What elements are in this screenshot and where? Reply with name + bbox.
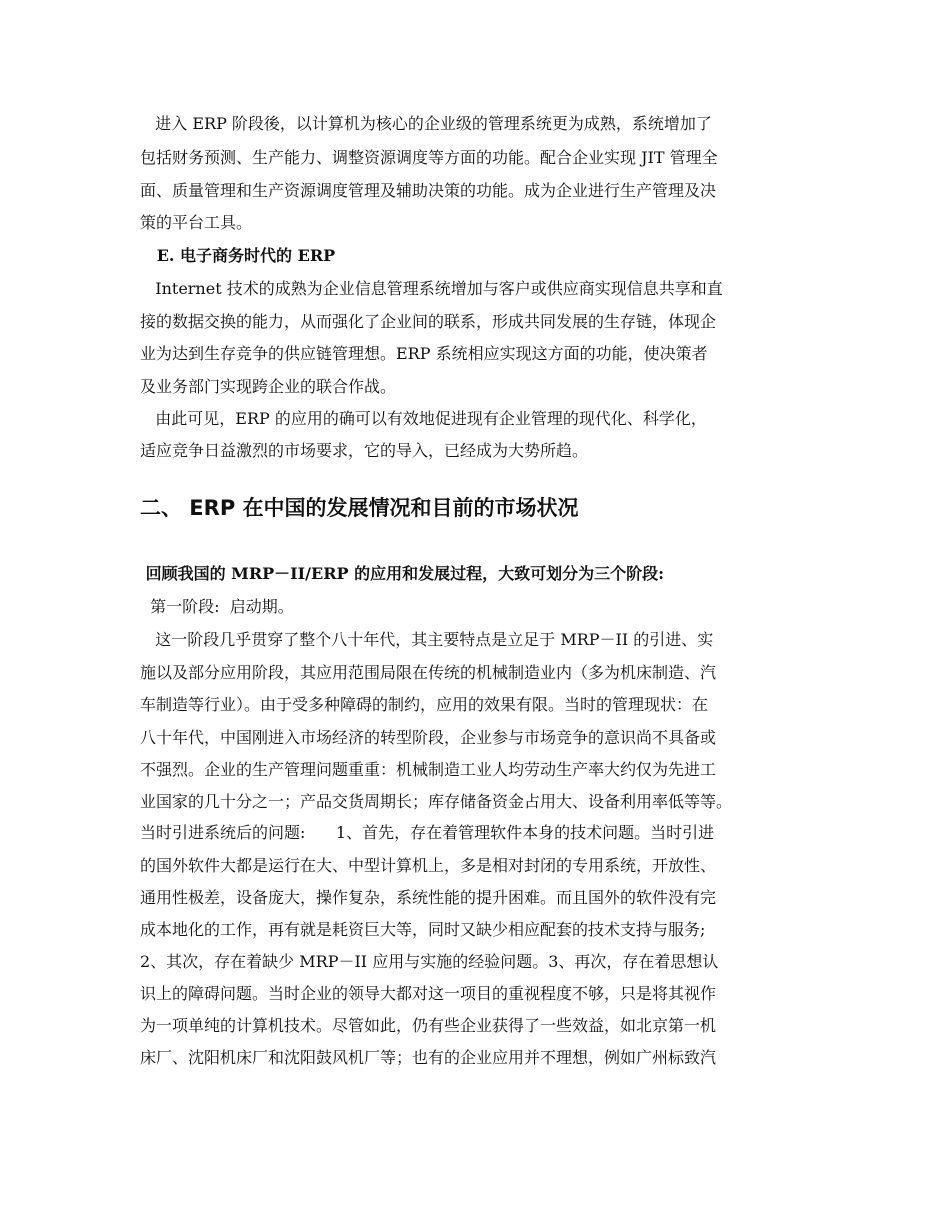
paragraph-ecommerce-line-3: 业为达到生存竞争的供应链管理想。ERP 系统相应实现这方面的功能，使决策者	[140, 344, 708, 363]
paragraph-erp-stage-line-3: 面、质量管理和生产资源调度管理及辅助决策的功能。成为企业进行生产管理及决	[140, 181, 717, 200]
paragraph-stage-one-line-11: 2、其次，存在着缺少 MRP－II 应用与实施的经验问题。3、再次，存在着思想认	[140, 952, 719, 971]
paragraph-stage-one-line-2: 施以及部分应用阶段，其应用范围局限在传统的机械制造业内（多为机床制造、汽	[140, 663, 717, 682]
paragraph-ecommerce-line-2: 接的数据交换的能力，从而强化了企业间的联系，形成共同发展的生存链，体现企	[140, 312, 717, 331]
paragraph-stage-one-line-8: 的国外软件大都是运行在大、中型计算机上，多是相对封闭的专用系统，开放性、	[140, 856, 717, 875]
paragraph-stage-one-line-1: 这一阶段几乎贯穿了整个八十年代，其主要特点是立足于 MRP－II 的引进、实	[140, 630, 714, 649]
section-heading: 二、 ERP 在中国的发展情况和目前的市场状况	[140, 496, 579, 520]
paragraph-stage-one-line-13: 为一项单纯的计算机技术。尽管如此，仍有些企业获得了一些效益，如北京第一机	[140, 1016, 717, 1035]
paragraph-stage-one-line-7: 当时引进系统后的问题: 1、首先，存在着管理软件本身的技术问题。当时引进	[140, 823, 715, 842]
paragraph-erp-stage-line-4: 策的平台工具。	[140, 213, 253, 232]
paragraph-ecommerce-line-1: Internet 技术的成熟为企业信息管理系统增加与客户或供应商实现信息共享和直	[140, 279, 723, 298]
paragraph-conclusion-line-1: 由此可见，ERP 的应用的确可以有效地促进现有企业管理的现代化、科学化，	[140, 409, 707, 428]
paragraph-stage-one-line-10: 成本地化的工作，再有就是耗资巨大等，同时又缺少相应配套的技术支持与服务;	[140, 920, 706, 939]
paragraph-stage-one-line-3: 车制造等行业）。由于受多种障碍的制约，应用的效果有限。当时的管理现状：在	[140, 695, 709, 714]
paragraph-conclusion-line-2: 适应竞争日益激烈的市场要求，它的导入，已经成为大势所趋。	[140, 441, 589, 460]
paragraph-stage-one-line-5: 不强烈。企业的生产管理问题重重：机械制造工业人均劳动生产率大约仅为先进工	[140, 760, 717, 779]
subheading-ecommerce-erp: E. 电子商务时代的 ERP	[140, 246, 336, 265]
paragraph-ecommerce-line-4: 及业务部门实现跨企业的联合作战。	[140, 377, 397, 396]
paragraph-erp-stage-line-2: 包括财务预测、生产能力、调整资源调度等方面的功能。配合企业实现 JIT 管理全	[140, 148, 718, 167]
paragraph-stage-one-line-6: 业国家的几十分之一；产品交货周期长；库存储备资金占用大、设备利用率低等等。	[140, 792, 733, 811]
paragraph-stage-one-line-14: 床厂、沈阳机床厂和沈阳鼓风机厂等；也有的企业应用并不理想，例如广州标致汽	[140, 1048, 717, 1067]
paragraph-stage-one-line-9: 通用性极差，设备庞大，操作复杂，系统性能的提升困难。而且国外的软件没有完	[140, 888, 717, 907]
intro-three-stages: 回顾我国的 MRP－II/ERP 的应用和发展过程，大致可划分为三个阶段:	[140, 564, 664, 583]
paragraph-stage-one-line-12: 识上的障碍问题。当时企业的领导大都对这一项目的重视程度不够，只是将其视作	[140, 984, 717, 1003]
paragraph-erp-stage-line-1: 进入 ERP 阶段後，以计算机为核心的企业级的管理系统更为成熟，系统增加了	[140, 114, 712, 133]
paragraph-stage-one-line-4: 八十年代，中国刚进入市场经济的转型阶段，企业参与市场竞争的意识尚不具备或	[140, 728, 717, 747]
stage-one-label: 第一阶段: 启动期。	[140, 597, 294, 616]
